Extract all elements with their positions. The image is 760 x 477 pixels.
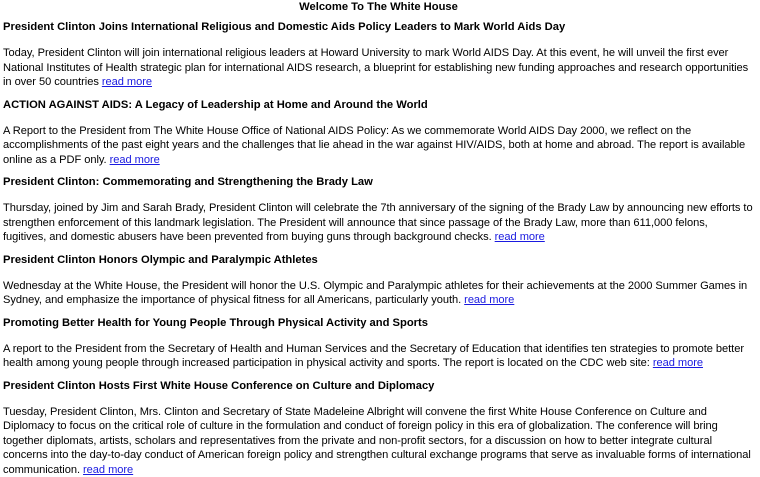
story-world-aids-day — [3, 20, 754, 90]
story-body — [3, 201, 754, 245]
page-title: Welcome To The White House — [3, 0, 754, 17]
read-more-link[interactable]: read more — [102, 76, 152, 88]
story-headline: President Clinton Honors Olympic and Paralympic Athletes — [3, 253, 754, 267]
story-body-text: A report to the President from the Secretary of Health and Human Services and the Secretary of Education that identifies ten strategies to promote better health among young people through increased participation in physical activity and sports. The report is located on the CDC web site: — [3, 343, 744, 370]
story-headline: President Clinton: Commemorating and Strengthening the Brady Law — [3, 175, 754, 189]
story-body — [3, 46, 754, 90]
story-body-text: Tuesday, President Clinton, Mrs. Clinton and Secretary of State Madeleine Albright will convene the first White House Conference on Culture and Diplomacy to focus on the critical role of culture in the formulation and conduct of foreign policy in this era of globalization. The conference will bring together diplomats, artists, scholars and representatives from the private and non-profit sectors, for a discussion on how to better integrate cultural concerns into the day-to-day conduct of American foreign policy and strengthen cultural exchange programs that serve as invaluable forms of international communication. — [3, 406, 751, 476]
story-body-text: Today, President Clinton will join international religious leaders at Howard University to mark World AIDS Day. At this event, he will unveil the first ever National Institutes of Health strategic plan for international AIDS research, a blueprint for establishing new funding approaches and research opportunities in over 50 countries — [3, 47, 748, 88]
story-action-against-aids — [3, 98, 754, 168]
read-more-link[interactable]: read more — [653, 357, 703, 369]
read-more-link[interactable]: read more — [495, 231, 545, 243]
story-headline: President Clinton Joins International Religious and Domestic Aids Policy Leaders to Mark World Aids Day — [3, 20, 754, 34]
story-body-text: A Report to the President from The White House Office of National AIDS Policy: As we commemorate World AIDS Day 2000, we reflect on the accomplishments of the past eight years and the challenges that lie ahead in the war against HIV/AIDS, both at home and abroad. The report is available online as a PDF only. — [3, 125, 745, 166]
story-culture-diplomacy — [3, 379, 754, 477]
story-body-text: Thursday, joined by Jim and Sarah Brady, President Clinton will celebrate the 7th anniversary of the signing of the Brady Law by announcing new efforts to strengthen enforcement of this landmark legislation. The President will announce that since passage of the Brady Law, more than 611,000 felons, fugitives, and domestic abusers have been prevented from buying guns through background checks. — [3, 202, 753, 243]
story-body — [3, 124, 754, 168]
story-olympic-athletes — [3, 253, 754, 308]
story-headline: President Clinton Hosts First White House Conference on Culture and Diplomacy — [3, 379, 754, 393]
story-headline: ACTION AGAINST AIDS: A Legacy of Leadership at Home and Around the World — [3, 98, 754, 112]
story-headline: Promoting Better Health for Young People Through Physical Activity and Sports — [3, 316, 754, 330]
story-body — [3, 279, 754, 308]
read-more-link[interactable]: read more — [83, 464, 133, 476]
story-young-people-health — [3, 316, 754, 371]
story-brady-law — [3, 175, 754, 245]
story-body — [3, 342, 754, 371]
story-body — [3, 405, 754, 477]
read-more-link[interactable]: read more — [464, 294, 514, 306]
story-body-text: Wednesday at the White House, the President will honor the U.S. Olympic and Paralympic athletes for their achievements at the 2000 Summer Games in Sydney, and emphasize the importance of physical fitness for all Americans, particularly youth. — [3, 280, 747, 307]
read-more-link[interactable]: read more — [110, 154, 160, 166]
